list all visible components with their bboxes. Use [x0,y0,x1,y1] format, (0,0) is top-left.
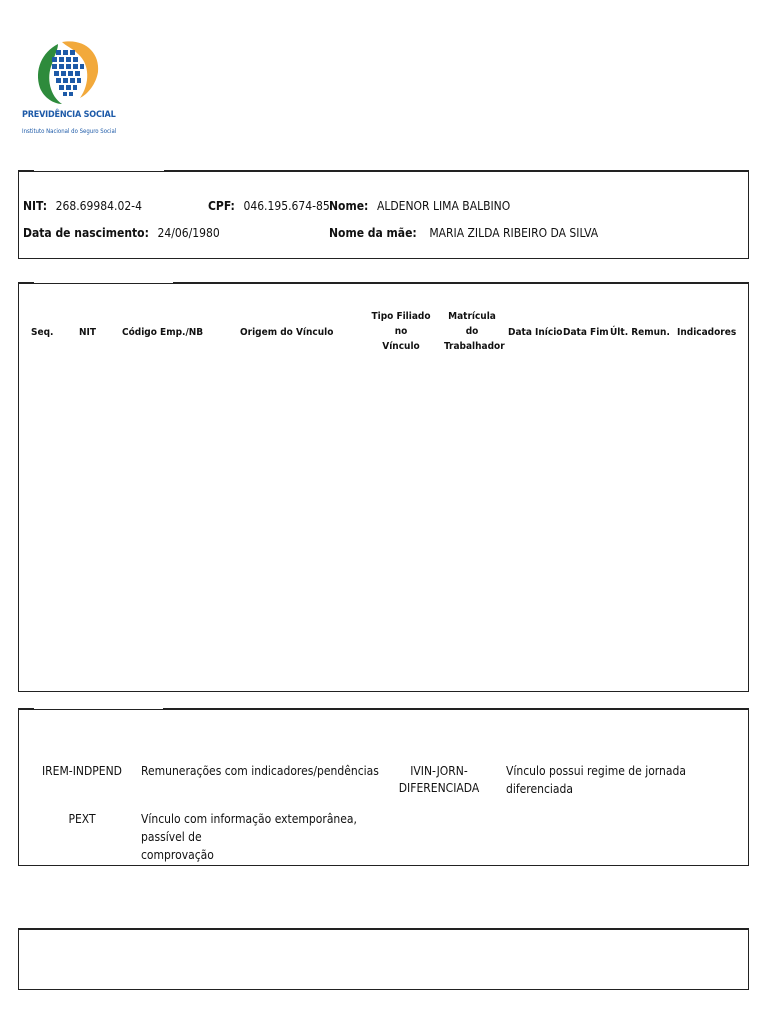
legend-code-irem-indpend: IREM-INDPEND [41,764,122,778]
header-matricula-line1: Matrícula do [448,311,496,337]
legend-section [18,709,749,866]
header-origem-vinculo: Origem do Vínculo [240,327,334,338]
birth-date-value: 24/06/1980 [157,226,220,240]
section-title-bar [18,708,34,710]
header-nit: NIT [79,327,97,338]
mother-name-value: MARIA ZILDA RIBEIRO DA SILVA [429,226,599,240]
section-title-bar [164,170,749,172]
header-tipo-filiado-line1: Tipo Filiado no [371,311,431,337]
header-tipo-filiado [369,309,433,354]
links-table-section [18,283,749,692]
name-label: Nome: [329,199,369,213]
header-data-inicio: Data Início [508,327,563,338]
nit-value: 268.69984.02-4 [55,199,142,213]
header-tipo-filiado-line2: Vínculo [382,341,420,352]
section-title-bar [163,708,749,710]
nit-label: NIT: [23,199,48,213]
previdencia-social-logo [20,38,117,142]
section-title-bar [18,282,34,284]
cpf-value: 046.195.674-85 [243,199,330,213]
name-value: ALDENOR LIMA BALBINO [376,199,511,213]
header-ult-remun: Últ. Remun. [610,327,670,338]
legend-code-pext: PEXT [68,812,96,826]
mother-name-label: Nome da mãe: [329,226,417,240]
section-title-bar [173,282,749,284]
identification-section [18,171,749,259]
header-indicadores: Indicadores [677,327,737,338]
section-title-bar [18,170,34,172]
header-data-fim: Data Fim [563,327,609,338]
legend-code-ivin-jorn-line2: DIFERENCIADA [398,781,480,795]
brand-name: PREVIDÊNCIA SOCIAL [22,110,116,120]
header-matricula [444,309,505,354]
header-matricula-line2: Trabalhador [444,341,505,352]
footer-section [18,928,749,990]
birth-date-label: Data de nascimento: [23,226,149,240]
brand-subtitle: Instituto Nacional do Seguro Social [22,128,117,135]
header-seq: Seq. [31,327,54,338]
legend-desc-ivin-jorn: Vínculo possui regime de jornada diferenciada [506,764,686,796]
legend-desc-pext-line2: comprovação [141,848,214,862]
legend-desc-pext-line1: Vínculo com informação extemporânea, passível de [141,812,357,844]
cpf-label: CPF: [208,199,235,213]
legend-desc-irem-indpend: Remunerações com indicadores/pendências [141,764,379,778]
previdencia-logo-icon [32,38,100,108]
legend-desc-pext [141,810,391,864]
legend-code-ivin-jorn [384,763,494,797]
header-codigo-emp: Código Emp./NB [122,327,204,338]
legend-code-ivin-jorn-line1: IVIN-JORN- [410,764,468,778]
